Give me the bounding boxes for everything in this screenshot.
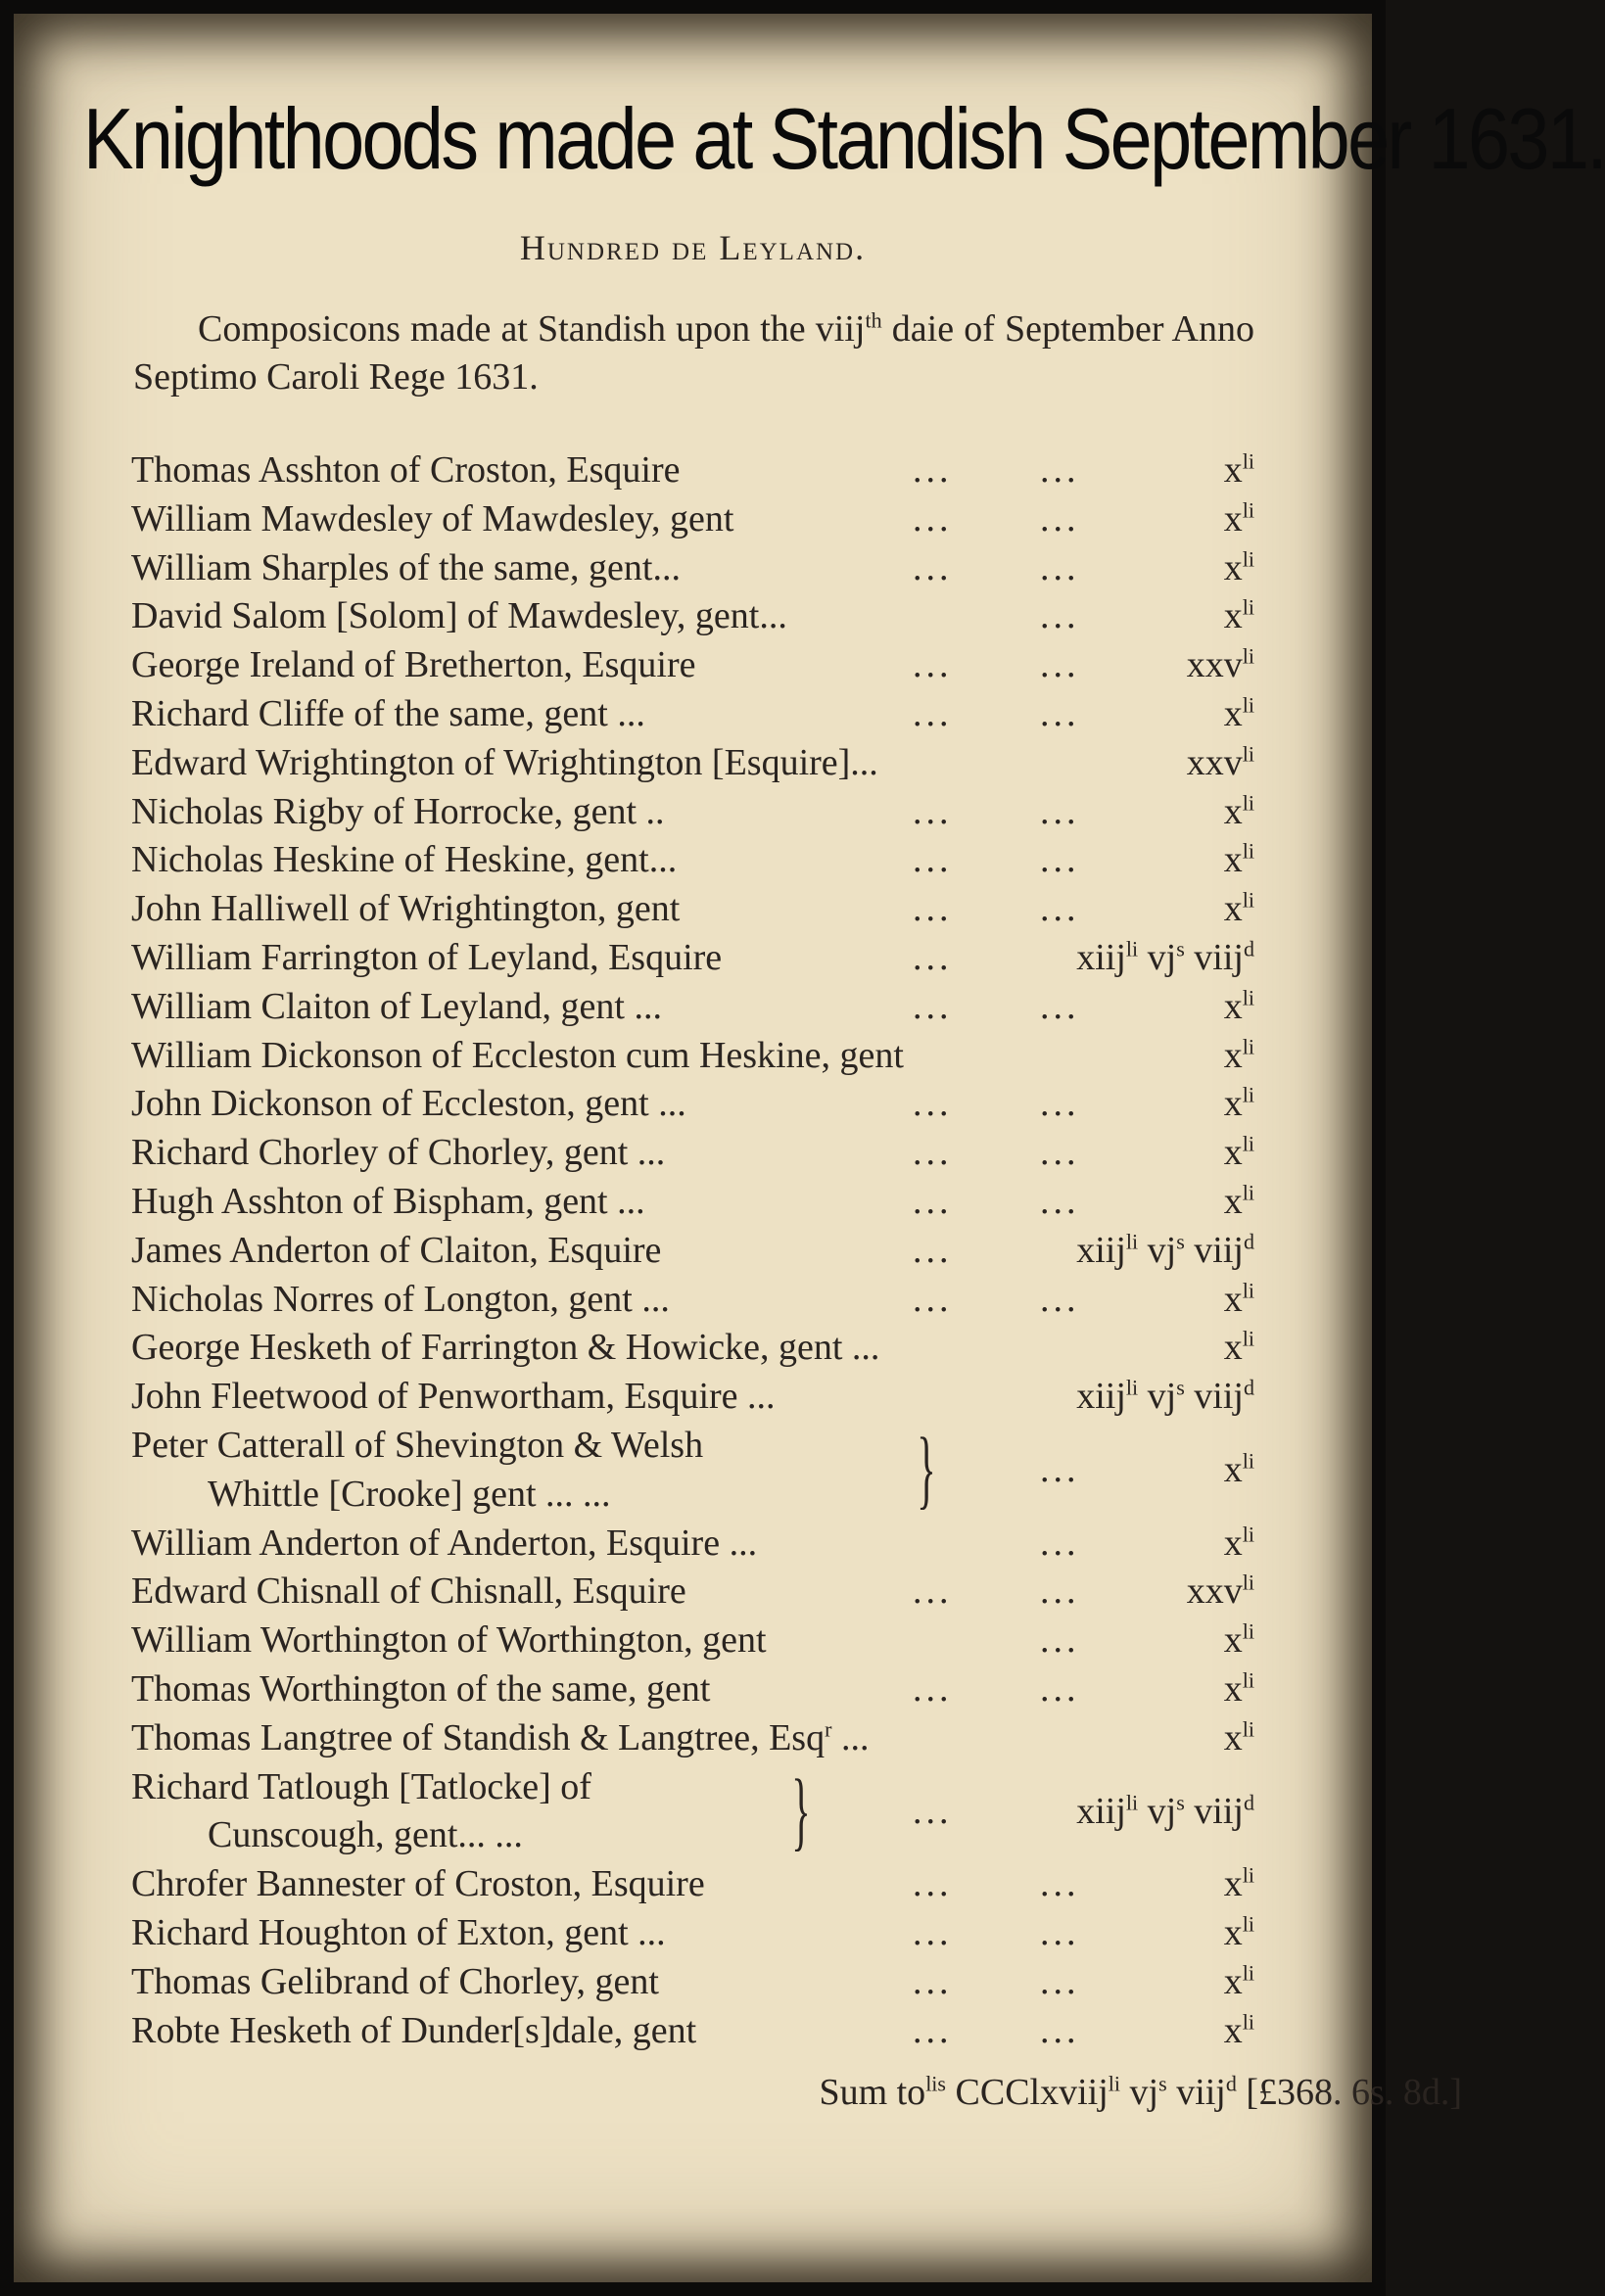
amount-value: x (1223, 546, 1243, 588)
entry-name-text: Thomas Langtree of Standish & Langtree, Esq (131, 1716, 826, 1758)
amount-value: x (1223, 449, 1243, 491)
entry-name: William Anderton of Anderton, Esquire ... (131, 1522, 758, 1564)
entry-amount (1224, 1177, 1254, 1226)
leader-dots: ... (913, 1181, 953, 1222)
amount-value: x (1223, 693, 1243, 734)
amount-shillings: vj (1138, 1229, 1177, 1271)
amount-pence-sup: d (1243, 936, 1254, 961)
amount-sup: li (1242, 789, 1254, 815)
entry-name: Edward Wrightington of Wrightington [Esquire]... (131, 741, 878, 783)
sum-pence-sup: d (1225, 2071, 1237, 2096)
sum-pre: Sum to (819, 2072, 926, 2113)
amount-value: xxv (1186, 644, 1243, 686)
entry-row (0, 689, 1386, 738)
entry-amount (1187, 738, 1254, 787)
entry-row (0, 2006, 1386, 2055)
amount-value: x (1223, 888, 1243, 930)
entry-row (0, 1226, 1386, 1275)
leader-dots: ... (913, 1132, 953, 1174)
amount-sup: li (1242, 1326, 1254, 1351)
entry-name-line2: Cunscough, gent... ... (208, 1814, 523, 1856)
amount-sup: li (1242, 2008, 1254, 2034)
entry-row (0, 787, 1386, 836)
sum-roman: CCClxviij (946, 2072, 1109, 2113)
entry-name-line1: Peter Catterall of Shevington & Welsh (131, 1425, 704, 1466)
amount-value: x (1223, 1448, 1243, 1490)
amount-sup: li (1125, 1789, 1139, 1814)
amount-value: x (1223, 1863, 1243, 1905)
entry-name: Thomas Gelibrand of Chorley, gent (131, 1960, 659, 2002)
amount-value: x (1223, 497, 1243, 539)
amount-pence-sup: d (1243, 1229, 1254, 1254)
leader-dots: ... (913, 1229, 953, 1271)
entry-amount (1076, 1787, 1254, 1836)
entry-name: Thomas Worthington of the same, gent (131, 1668, 711, 1710)
entry-row (0, 1664, 1386, 1713)
leader-dots: ... (1040, 449, 1080, 491)
amount-sup: li (1242, 1716, 1254, 1742)
entry-name: James Anderton of Claiton, Esquire (131, 1229, 662, 1271)
leader-dots: ... (913, 888, 953, 930)
entry-amount (1224, 2006, 1254, 2055)
amount-shillings: vj (1138, 937, 1177, 978)
entry-amount (1224, 689, 1254, 738)
entry-amount (1224, 1445, 1254, 1494)
amount-pence-sup: d (1243, 1375, 1254, 1400)
entry-amount (1076, 1372, 1254, 1421)
leader-dots: ... (913, 790, 953, 832)
amount-value: xiij (1076, 1376, 1126, 1418)
entry-amount (1076, 1226, 1254, 1275)
amount-value: xiij (1076, 937, 1126, 978)
amount-value: x (1223, 1668, 1243, 1710)
entry-row (0, 738, 1386, 787)
leader-dots: ... (913, 2009, 953, 2051)
leader-dots: ... (1040, 1863, 1080, 1905)
leader-dots: ... (1040, 839, 1080, 881)
amount-value: x (1223, 1083, 1243, 1125)
entry-amount (1224, 1664, 1254, 1713)
leader-dots: ... (1040, 595, 1080, 637)
amount-value: x (1223, 595, 1243, 637)
entry-name-line2: Whittle [Crooke] gent ... ... (208, 1473, 611, 1515)
amount-sup: li (1242, 1082, 1254, 1107)
leader-dots: ... (913, 985, 953, 1027)
amount-sup: li (1242, 497, 1254, 523)
leader-dots: ... (1040, 1522, 1080, 1564)
entry-amount (1224, 982, 1254, 1031)
entry-amount-row (0, 1445, 1386, 1494)
leader-dots: ... (1040, 1132, 1080, 1174)
amount-sup: li (1242, 545, 1254, 571)
intro-text-b: daie of September Anno Septimo Caroli Rege 1631. (133, 308, 1254, 398)
leader-dots: ... (913, 449, 953, 491)
entry-amount (1076, 933, 1254, 982)
entry-row (0, 1957, 1386, 2006)
entry-name: Robte Hesketh of Dunder[s]dale, gent (131, 2009, 697, 2051)
entry-name: John Dickonson of Eccleston, gent ... (131, 1083, 686, 1125)
leader-dots: ... (913, 1790, 953, 1832)
leader-dots: ... (1040, 497, 1080, 539)
leader-dots: ... (1040, 1912, 1080, 1953)
amount-sup: li (1242, 643, 1254, 669)
amount-sup: li (1242, 594, 1254, 620)
entry-name-tail: ... (831, 1716, 870, 1758)
sum-roman-sup: li (1108, 2071, 1121, 2096)
entry-row (0, 1079, 1386, 1128)
entry-amount (1224, 1859, 1254, 1908)
leader-dots: ... (913, 1912, 953, 1953)
amount-value: x (1223, 839, 1243, 881)
amount-sup: li (1242, 1448, 1254, 1474)
leader-dots: ... (1040, 1960, 1080, 2002)
entry-row (0, 1519, 1386, 1568)
amount-value: x (1223, 1132, 1243, 1174)
leader-dots: ... (913, 1570, 953, 1613)
entry-row (0, 1275, 1386, 1324)
amount-shillings-sup: s (1176, 1375, 1185, 1400)
leader-dots: ... (1040, 1570, 1080, 1613)
entry-amount (1224, 1616, 1254, 1664)
entry-name: William Sharples of the same, gent... (131, 546, 681, 588)
entry-name: John Halliwell of Wrightington, gent (131, 888, 681, 930)
entry-name: William Mawdesley of Mawdesley, gent (131, 497, 734, 539)
brace-symbol: } (791, 1761, 811, 1859)
entry-row (0, 1567, 1386, 1616)
entry-amount (1224, 1031, 1254, 1080)
leader-dots: ... (913, 546, 953, 588)
entry-name: Chrofer Bannester of Croston, Esquire (131, 1863, 705, 1905)
entry-name: William Claiton of Leyland, gent ... (131, 985, 662, 1027)
entry-row (0, 1177, 1386, 1226)
leader-dots: ... (1040, 1181, 1080, 1222)
leader-dots: ... (913, 644, 953, 686)
sum-pre-sup: lis (925, 2071, 947, 2096)
sum-pence: viij (1166, 2072, 1226, 2113)
entry-amount (1224, 1323, 1254, 1372)
sum-total (819, 2068, 1462, 2117)
entry-row (0, 543, 1386, 592)
amount-value: xxv (1186, 741, 1243, 783)
entry-row (0, 835, 1386, 884)
entry-name-line1: Richard Tatlough [Tatlocke] of (131, 1765, 591, 1807)
entry-name (131, 1713, 869, 1762)
amount-pence: viij (1184, 1229, 1244, 1271)
amount-sup: li (1242, 448, 1254, 474)
intro-text-a: Composicons made at Standish upon the viij (198, 308, 866, 350)
entry-row (0, 1908, 1386, 1957)
amount-shillings: vj (1138, 1790, 1177, 1832)
entry-row (0, 1713, 1386, 1762)
entry-amount (1224, 1128, 1254, 1177)
entry-row (0, 1859, 1386, 1908)
leader-dots: ... (1040, 1083, 1080, 1125)
amount-value: xiij (1076, 1229, 1126, 1271)
entry-name-sup: r (825, 1716, 832, 1742)
entry-name: William Worthington of Worthington, gent (131, 1619, 767, 1662)
amount-value: x (1223, 1522, 1243, 1564)
amount-value: x (1223, 2009, 1243, 2051)
amount-sup: li (1242, 1277, 1254, 1302)
amount-pence: viij (1184, 937, 1244, 978)
amount-sup: li (1242, 1570, 1254, 1595)
leader-dots: ... (913, 1278, 953, 1320)
amount-sup: li (1242, 1033, 1254, 1058)
brace-symbol: } (917, 1421, 936, 1518)
amount-shillings-sup: s (1176, 1789, 1185, 1814)
entry-amount-row (0, 1787, 1386, 1836)
amount-sup: li (1125, 1375, 1139, 1400)
page-title: Knighthoods made at Standish September 1631. (82, 90, 1605, 187)
entry-row (0, 1372, 1386, 1421)
entry-amount (1224, 1713, 1254, 1762)
amount-shillings: vj (1138, 1376, 1177, 1418)
entry-amount (1224, 1079, 1254, 1128)
amount-pence: viij (1184, 1790, 1244, 1832)
leader-dots: ... (1040, 1448, 1080, 1490)
leader-dots: ... (913, 1863, 953, 1905)
section-heading: Hundred de Leyland. (519, 228, 867, 267)
leader-dots: ... (1040, 546, 1080, 588)
leader-dots: ... (913, 1083, 953, 1125)
amount-sup: li (1242, 1911, 1254, 1937)
amount-sup: li (1242, 692, 1254, 718)
entry-row (0, 933, 1386, 982)
entry-row (0, 1128, 1386, 1177)
entry-row (0, 982, 1386, 1031)
entry-amount (1224, 884, 1254, 933)
amount-value: x (1223, 1278, 1243, 1320)
entry-amount (1224, 1908, 1254, 1957)
amount-sup: li (1125, 1229, 1139, 1254)
amount-value: x (1223, 985, 1243, 1027)
amount-sup: li (1242, 1862, 1254, 1888)
entry-name: Richard Cliffe of the same, gent ... (131, 693, 645, 734)
entry-name: John Fleetwood of Penwortham, Esquire ... (131, 1376, 776, 1418)
entry-amount (1224, 543, 1254, 592)
amount-value: x (1223, 1181, 1243, 1222)
amount-sup: li (1242, 741, 1254, 767)
entry-name: Thomas Asshton of Croston, Esquire (131, 449, 681, 491)
entry-name: Richard Chorley of Chorley, gent ... (131, 1132, 666, 1174)
intro-sup: th (865, 307, 882, 333)
amount-sup: li (1242, 1960, 1254, 1986)
entry-row (0, 884, 1386, 933)
amount-shillings-sup: s (1176, 1229, 1185, 1254)
amount-value: xiij (1076, 1790, 1126, 1832)
entry-name: David Salom [Solom] of Mawdesley, gent... (131, 595, 787, 637)
leader-dots: ... (1040, 693, 1080, 734)
leader-dots: ... (913, 497, 953, 539)
entry-amount (1187, 1567, 1254, 1616)
amount-sup: li (1242, 1618, 1254, 1644)
amount-value: x (1223, 1327, 1243, 1369)
amount-pence: viij (1184, 1376, 1244, 1418)
entry-name: William Dickonson of Eccleston cum Heskine, gent (131, 1034, 904, 1076)
amount-value: xxv (1186, 1570, 1243, 1613)
entry-row (0, 591, 1386, 640)
entry-amount (1224, 445, 1254, 494)
entry-row (0, 1031, 1386, 1080)
amount-sup: li (1242, 1667, 1254, 1693)
sum-shillings: vj (1120, 2072, 1159, 2113)
entry-amount (1224, 494, 1254, 543)
amount-value: x (1223, 1034, 1243, 1076)
entry-amount (1187, 640, 1254, 689)
amount-sup: li (1242, 985, 1254, 1010)
leader-dots: ... (1040, 1619, 1080, 1662)
amount-value: x (1223, 790, 1243, 832)
entry-amount (1224, 1275, 1254, 1324)
entry-name: William Farrington of Leyland, Esquire (131, 937, 723, 978)
entry-row (0, 445, 1386, 494)
entry-row (0, 1616, 1386, 1664)
leader-dots: ... (1040, 1278, 1080, 1320)
entry-amount (1224, 1957, 1254, 2006)
entry-name: George Ireland of Bretherton, Esquire (131, 644, 696, 686)
entry-amount (1224, 591, 1254, 640)
amount-sup: li (1242, 887, 1254, 913)
entry-name: Nicholas Norres of Longton, gent ... (131, 1278, 670, 1320)
entry-row (0, 640, 1386, 689)
leader-dots: ... (913, 839, 953, 881)
entry-row (0, 1323, 1386, 1372)
amount-sup: li (1242, 838, 1254, 864)
leader-dots: ... (913, 693, 953, 734)
leader-dots: ... (913, 1668, 953, 1710)
entry-name: Edward Chisnall of Chisnall, Esquire (131, 1570, 686, 1613)
amount-value: x (1223, 1619, 1243, 1662)
entry-name: Richard Houghton of Exton, gent ... (131, 1912, 666, 1953)
amount-shillings-sup: s (1176, 936, 1185, 961)
entry-name: Nicholas Rigby of Horrocke, gent .. (131, 790, 665, 832)
entry-name: Hugh Asshton of Bispham, gent ... (131, 1181, 645, 1222)
amount-pence-sup: d (1243, 1789, 1254, 1814)
amount-value: x (1223, 1960, 1243, 2002)
amount-sup: li (1242, 1521, 1254, 1546)
amount-sup: li (1242, 1131, 1254, 1156)
entry-name: Nicholas Heskine of Heskine, gent... (131, 839, 678, 881)
leader-dots: ... (1040, 790, 1080, 832)
leader-dots: ... (913, 1960, 953, 2002)
leader-dots: ... (1040, 985, 1080, 1027)
amount-value: x (1223, 1716, 1243, 1758)
entry-name: George Hesketh of Farrington & Howicke, gent ... (131, 1327, 880, 1369)
entry-amount (1224, 787, 1254, 836)
entry-row (0, 494, 1386, 543)
sum-shillings-sup: s (1158, 2071, 1167, 2096)
leader-dots: ... (1040, 1668, 1080, 1710)
amount-sup: li (1125, 936, 1139, 961)
entry-amount (1224, 1519, 1254, 1568)
sum-modern: [£368. 6s. 8d.] (1236, 2072, 1462, 2113)
leader-dots: ... (1040, 644, 1080, 686)
leader-dots: ... (1040, 2009, 1080, 2051)
leader-dots: ... (913, 937, 953, 978)
amount-value: x (1223, 1912, 1243, 1953)
amount-sup: li (1242, 1180, 1254, 1205)
entry-amount (1224, 835, 1254, 884)
leader-dots: ... (1040, 888, 1080, 930)
